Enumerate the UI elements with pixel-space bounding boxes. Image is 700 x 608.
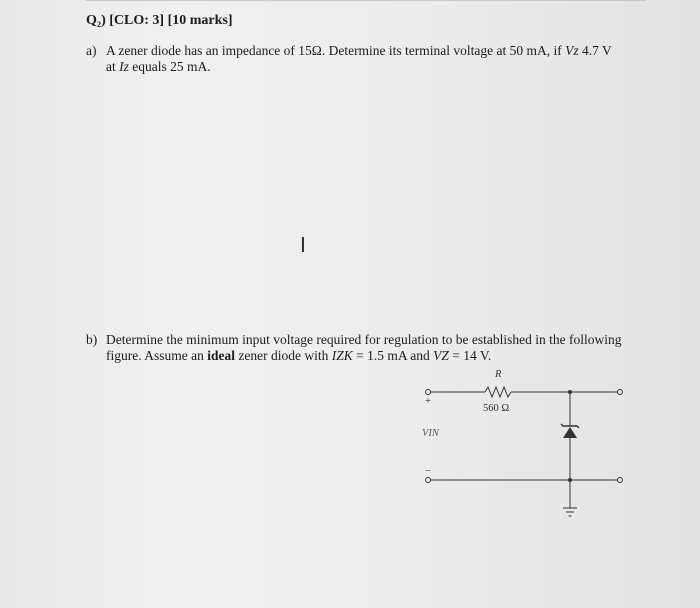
part-a bbox=[86, 43, 666, 75]
question-title: Q₂) [CLO: 3] [10 marks] bbox=[86, 13, 233, 28]
junction-bottom bbox=[568, 478, 572, 482]
output-terminal-top bbox=[618, 390, 623, 395]
zener-circuit-diagram bbox=[410, 370, 640, 520]
top-divider bbox=[86, 0, 646, 1]
part-a-label: a) bbox=[86, 43, 97, 58]
part-b-text-2-mid: zener diode with bbox=[235, 348, 332, 363]
part-b bbox=[86, 332, 666, 364]
part-a-text-1-end: 4.7 V bbox=[578, 43, 612, 58]
vz-value: = 14 V. bbox=[448, 348, 492, 363]
part-b-text-1: Determine the minimum input voltage required for regulation to be established in the following bbox=[106, 332, 622, 347]
minus-sign: − bbox=[425, 466, 431, 477]
plus-sign: + bbox=[425, 396, 431, 407]
input-terminal-top bbox=[426, 390, 431, 395]
zener-diode-icon bbox=[563, 427, 577, 438]
part-b-text-2: figure. Assume an bbox=[106, 348, 208, 363]
part-a-line-2 bbox=[86, 59, 666, 75]
part-a-text-2-end: equals 25 mA. bbox=[128, 59, 211, 74]
input-terminal-bottom bbox=[426, 478, 431, 483]
ideal-word: ideal bbox=[207, 348, 235, 363]
junction-top bbox=[568, 390, 572, 394]
output-terminal-bottom bbox=[618, 478, 623, 483]
resistor-name: R bbox=[495, 369, 502, 380]
vz-symbol-b: VZ bbox=[433, 348, 449, 363]
vin-label: VIN bbox=[422, 428, 439, 439]
part-a-text-2: at bbox=[106, 59, 120, 74]
resistor-symbol bbox=[485, 387, 511, 397]
izk-symbol: IZK bbox=[331, 348, 353, 363]
part-b-label: b) bbox=[86, 332, 98, 347]
iz-symbol: Iz bbox=[119, 59, 129, 74]
circuit-svg bbox=[410, 370, 640, 520]
izk-value: = 1.5 mA and bbox=[352, 348, 434, 363]
resistor-value: 560 Ω bbox=[483, 403, 510, 414]
part-b-line-2 bbox=[86, 348, 666, 364]
part-a-text-1: A zener diode has an impedance of 15Ω. Determine its terminal voltage at 50 mA, if bbox=[106, 43, 566, 58]
vz-symbol: Vz bbox=[565, 43, 579, 58]
text-cursor-icon: I bbox=[300, 233, 306, 257]
